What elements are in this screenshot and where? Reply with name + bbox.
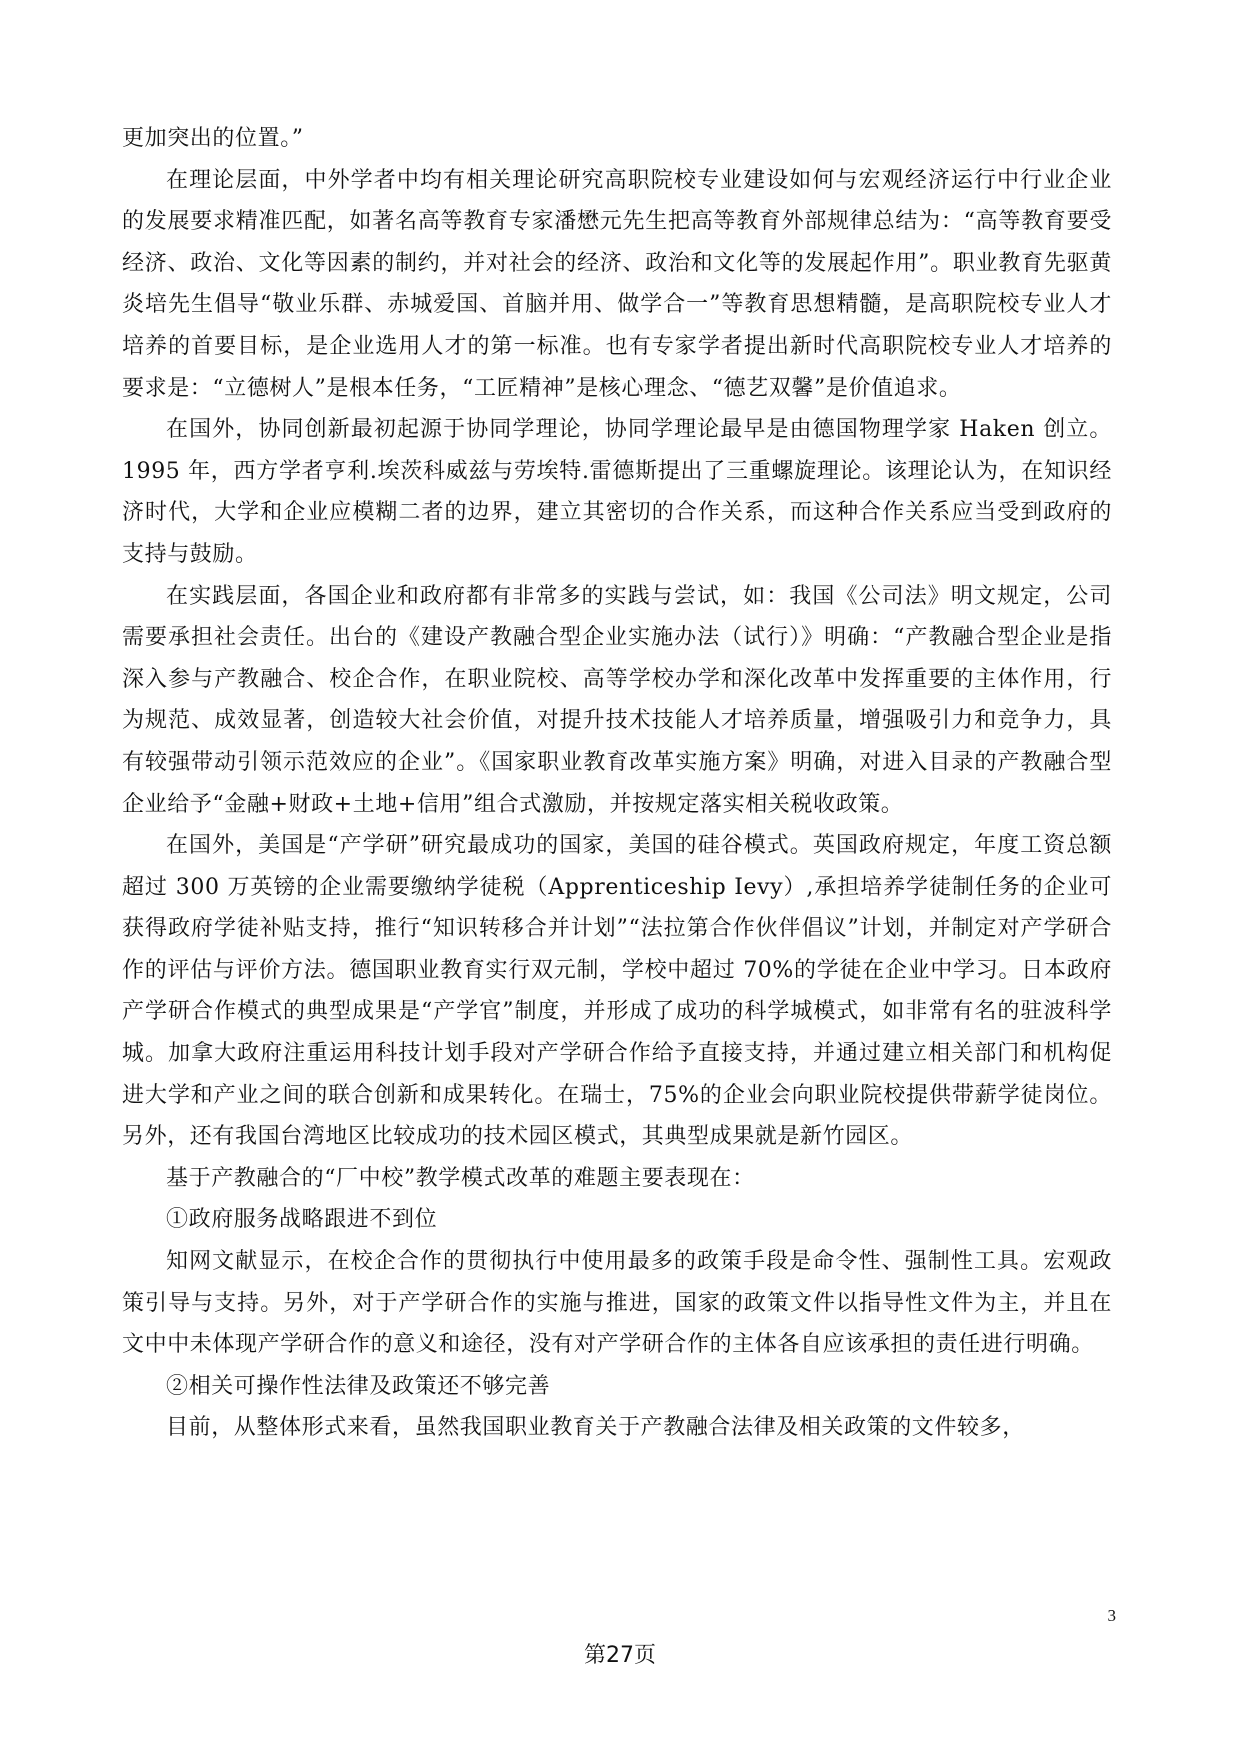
paragraph-theory-level: 在理论层面，中外学者中均有相关理论研究高职院校专业建设如何与宏观经济运行中行业企业的发展要求精准匹配，如著名高等教育专家潘懋元先生把高等教育外部规律总结为：“高等教育要受经济、政治、文化等因素的制约，并对社会的经济、政治和文化等的发展起作用”。职业教育先驱黄炎培先生倡导“敬业乐群、赤城爱国、首脑并用、做学合一”等教育思想精髓，是高职院校专业人才培养的首要目标，是企业选用人才的第一标准。也有专家学者提出新时代高职院校专业人才培养的要求是：“立德树人”是根本任务，“工匠精神”是核心理念、“德艺双馨”是价值追求。 — [122, 167, 1112, 401]
list-item-heading-1: ①政府服务战略跟进不到位 — [166, 1207, 438, 1233]
paragraph-abroad-practice: 在国外，美国是“产学研”研究最成功的国家，美国的硅谷模式。英国政府规定，年度工资总额超过 300 万英镑的企业需要缴纳学徒税（Apprenticeship Ievy）,承担培养学徒制任务的企业可获得政府学徒补贴支持，推行“知识转移合并计划”“法拉第合作伙伴倡议”计划，并制定对产学研合作的评估与评价方法。德国职业教育实行双元制，学校中超过 70%的学徒在企业中学习。日本政府产学研合作模式的典型成果是“产学官”制度，并形成了成功的科学城模式，如非常有名的驻波科学城。加拿大政府注重运用科技计划手段对产学研合作给予直接支持，并通过建立相关部门和机构促进大学和产业之间的联合创新和成果转化。在瑞士，75%的企业会向职业院校提供带薪学徒岗位。另外，还有我国台湾地区比较成功的技术园区模式，其典型成果就是新竹园区。 — [122, 833, 1112, 1150]
paragraph-difficulties-intro: 基于产教融合的“厂中校”教学模式改革的难题主要表现在： — [166, 1165, 755, 1191]
page-footer: 第27页 — [584, 1643, 656, 1668]
paragraph-abroad-synergy: 在国外，协同创新最初起源于协同学理论，协同学理论最早是由德国物理学家 Haken 创立。1995 年，西方学者亨利.埃茨科威兹与劳埃特.雷德斯提出了三重螺旋理论。该理论认为，在知识经济时代，大学和企业应模糊二者的边界，建立其密切的合作关系，而这种合作关系应当受到政府的支持与鼓励。 — [122, 417, 1112, 567]
paragraph-policy-tools: 知网文献显示，在校企合作的贯彻执行中使用最多的政策手段是命令性、强制性工具。宏观政策引导与支持。另外，对于产学研合作的实施与推进，国家的政策文件以指导性文件为主，并且在文中中未体现产学研合作的意义和途径，没有对产学研合作的主体各自应该承担的责任进行明确。 — [122, 1249, 1112, 1358]
paragraph-continuation: 更加突出的位置。” — [122, 126, 304, 151]
list-item-heading-2: ②相关可操作性法律及政策还不够完善 — [166, 1373, 551, 1399]
document-body — [122, 118, 1112, 1449]
page-number: 3 — [1107, 1606, 1116, 1625]
paragraph-current-situation: 目前，从整体形式来看，虽然我国职业教育关于产教融合法律及相关政策的文件较多， — [166, 1415, 1025, 1441]
paragraph-practice-level: 在实践层面，各国企业和政府都有非常多的实践与尝试，如：我国《公司法》明文规定，公司需要承担社会责任。出台的《建设产教融合型企业实施办法（试行）》明确：“产教融合型企业是指深入参与产教融合、校企合作，在职业院校、高等学校办学和深化改革中发挥重要的主体作用，行为规范、成效显著，创造较大社会价值，对提升技术技能人才培养质量，增强吸引力和竞争力，具有较强带动引领示范效应的企业”。《国家职业教育改革实施方案》明确，对进入目录的产教融合型企业给予“金融+财政+土地+信用”组合式激励，并按规定落实相关税收政策。 — [122, 583, 1112, 817]
